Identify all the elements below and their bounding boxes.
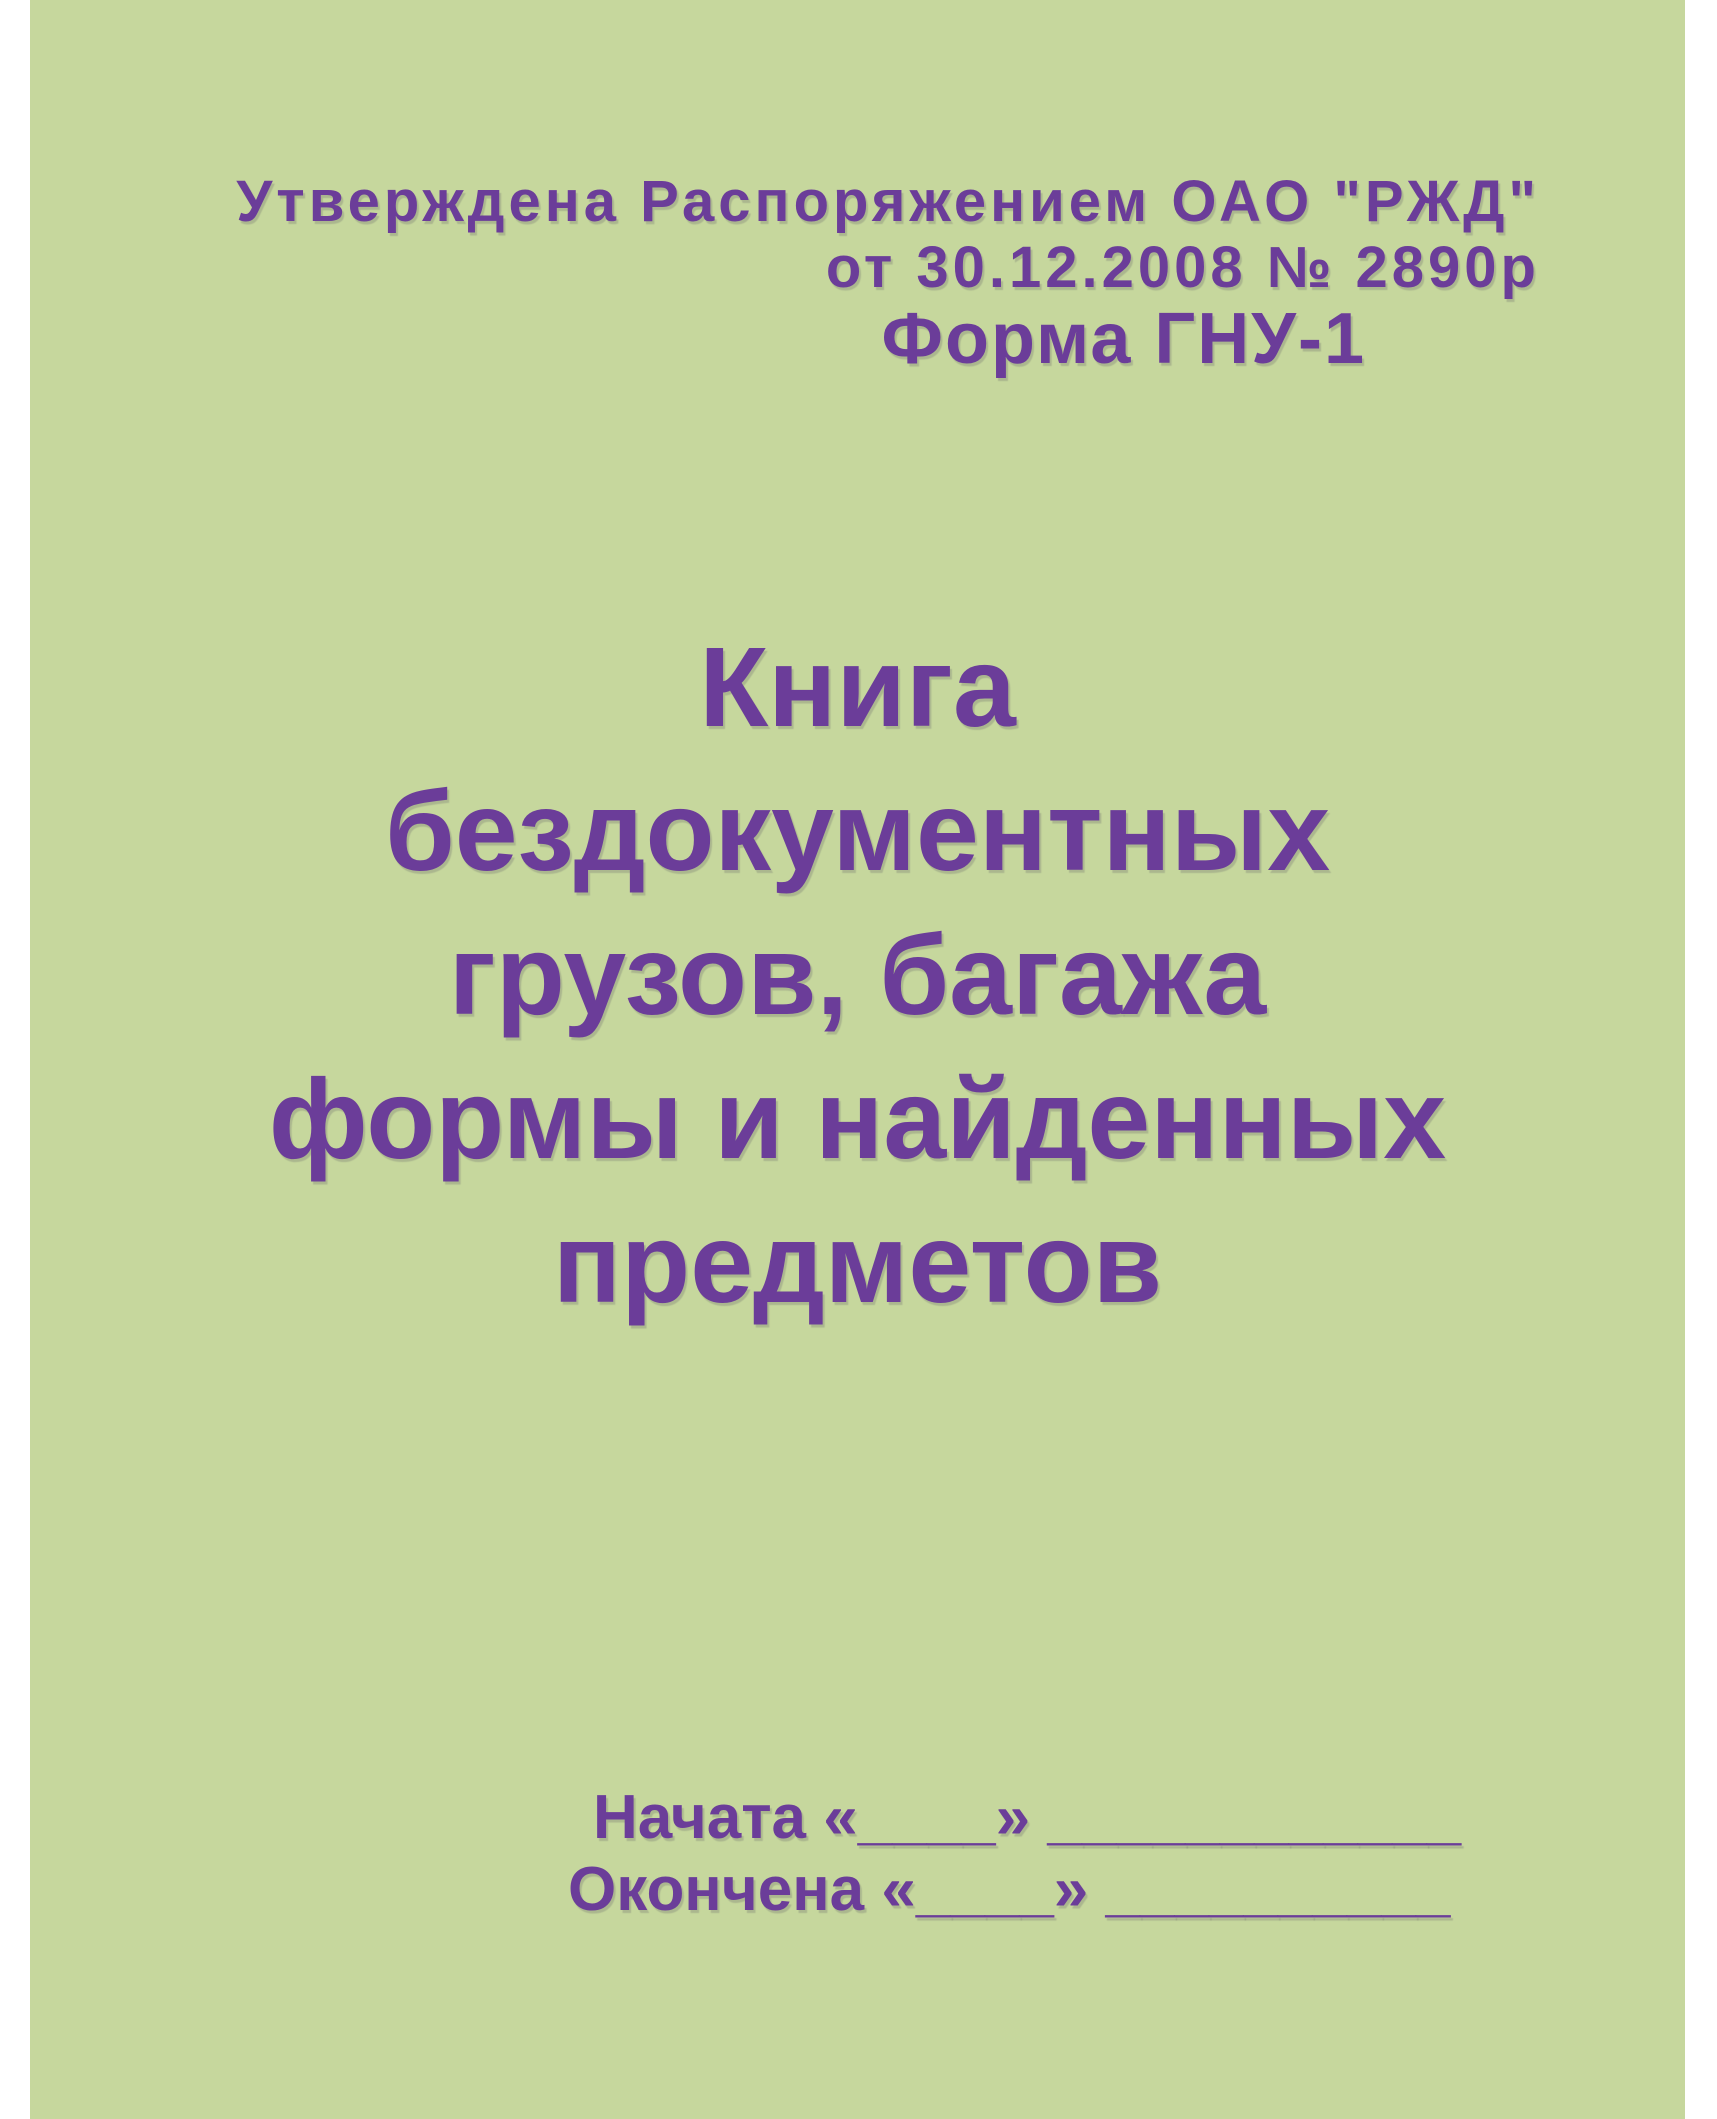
title-line-3: грузов, багажа [448, 912, 1267, 1038]
title-line-2: бездокументных [384, 768, 1331, 894]
book-title [30, 615, 1685, 1335]
title-line-1: Книга [699, 624, 1016, 750]
title-line-5: предметов [552, 1200, 1163, 1326]
approval-line-authority: Утверждена Распоряжением ОАО "РЖД" [236, 169, 1540, 234]
date-finished-line: Окончена «____» __________ [568, 1855, 1451, 1924]
date-started-line: Начата «____» ____________ [593, 1783, 1462, 1852]
title-line-4: формы и найденных [268, 1056, 1447, 1182]
approval-line-form-number: Форма ГНУ-1 [881, 299, 1366, 379]
approval-line-order-date: от 30.12.2008 № 2890р [825, 235, 1540, 300]
book-cover [30, 0, 1685, 2119]
